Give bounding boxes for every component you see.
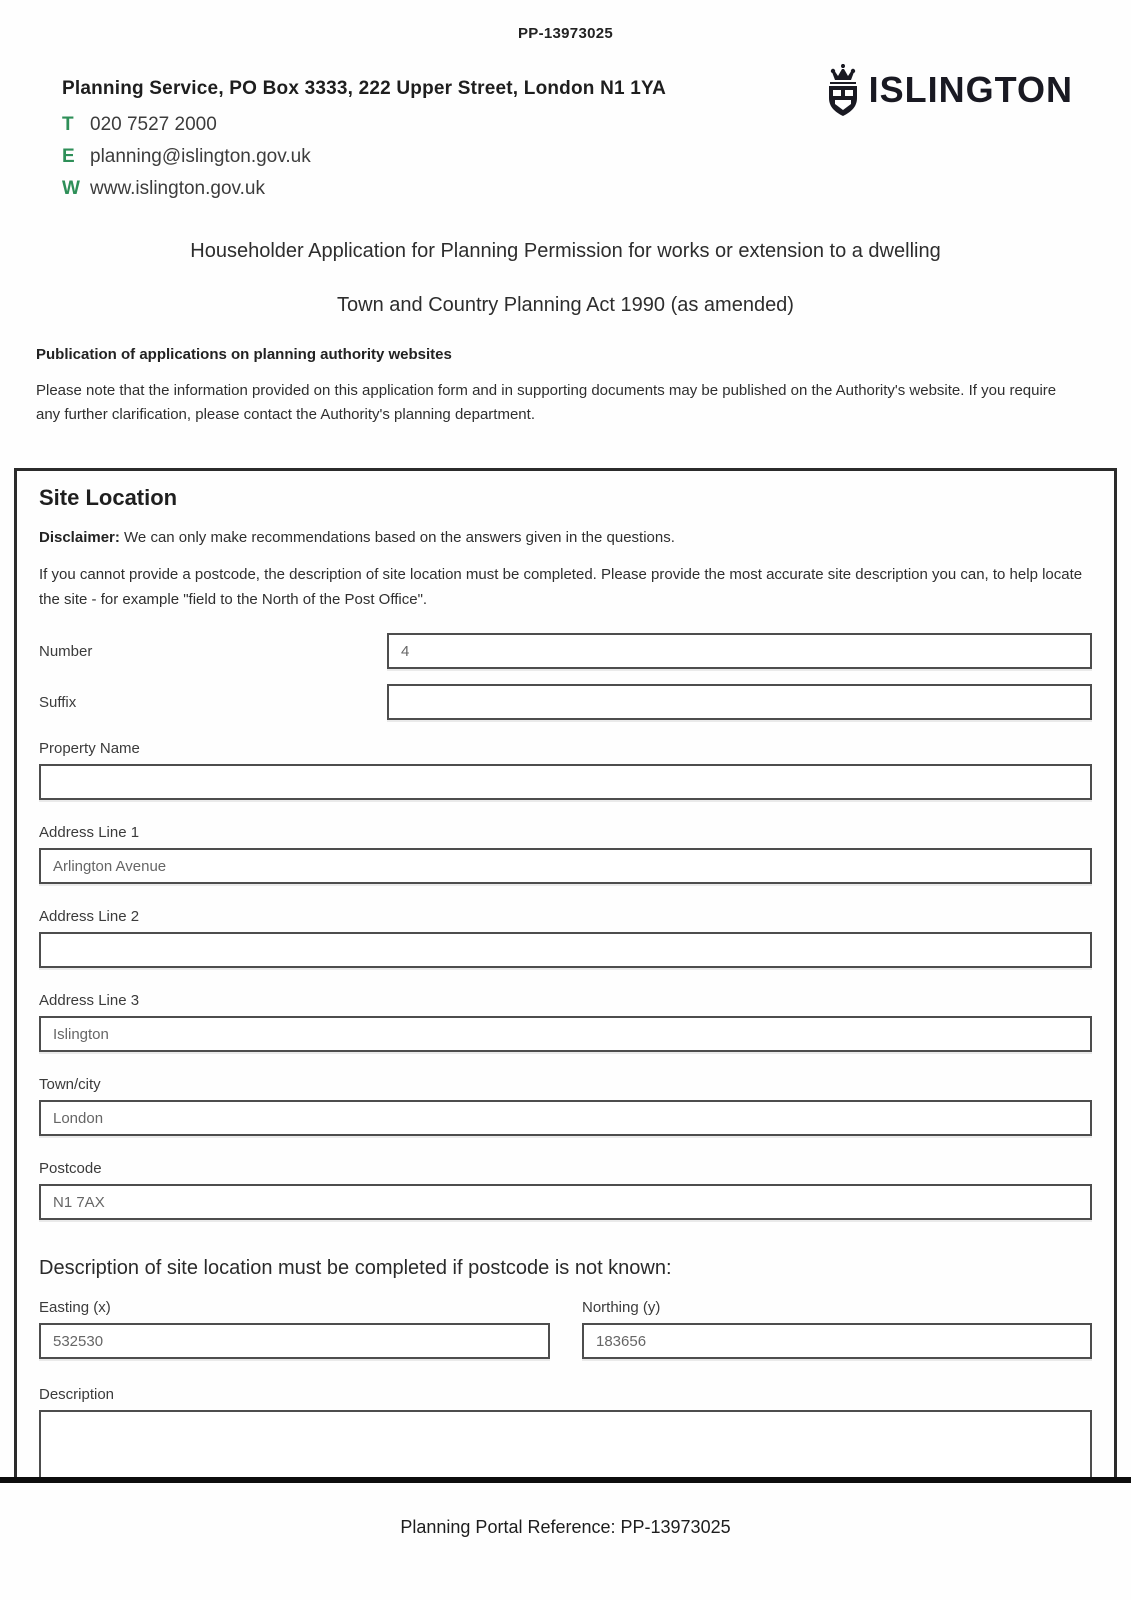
disclaimer-text — [39, 527, 1092, 549]
easting-label: Easting (x) — [39, 1299, 111, 1316]
field-suffix — [39, 684, 1092, 720]
site-location-intro: If you cannot provide a postcode, the description of site location must be completed. Please provide the most accurate site description you can, to help locate the site - for example "field to the North of the Post Office". — [39, 566, 1083, 608]
suffix-input[interactable] — [387, 684, 1092, 720]
field-easting — [39, 1298, 550, 1359]
islington-crest-icon — [826, 64, 860, 116]
address-line-2-label: Address Line 2 — [39, 908, 140, 925]
site-location-heading: Site Location — [39, 485, 178, 510]
website-url[interactable]: www.islington.gov.uk — [90, 178, 265, 199]
address-line-2-input[interactable] — [39, 932, 1092, 968]
islington-logo-text: ISLINGTON — [868, 69, 1073, 110]
postcode-input[interactable] — [39, 1184, 1092, 1220]
address-line-1-input[interactable] — [39, 848, 1092, 884]
planning-service-address: Planning Service, PO Box 3333, 222 Upper Street, London N1 1YA — [62, 78, 667, 99]
phone-icon: T — [62, 114, 74, 135]
number-label: Number — [39, 643, 93, 660]
northing-input[interactable] — [582, 1323, 1092, 1359]
field-northing — [582, 1298, 1092, 1359]
town-city-input[interactable] — [39, 1100, 1092, 1136]
field-address-line-1 — [39, 823, 1092, 884]
coordinates-row — [39, 1298, 1092, 1359]
letterhead-left — [62, 78, 666, 210]
address-line-3-label: Address Line 3 — [39, 992, 140, 1009]
contact-list — [62, 114, 666, 210]
field-town-city — [39, 1075, 1092, 1136]
property-name-label: Property Name — [39, 740, 140, 757]
letterhead — [62, 69, 1073, 210]
email-icon: E — [62, 146, 75, 167]
description-label: Description — [39, 1386, 115, 1403]
field-address-line-2 — [39, 907, 1092, 968]
easting-input[interactable] — [39, 1323, 550, 1359]
field-address-line-3 — [39, 991, 1092, 1052]
website-icon: W — [62, 178, 80, 199]
field-property-name — [39, 739, 1092, 800]
property-name-input[interactable] — [39, 764, 1092, 800]
postcode-label: Postcode — [39, 1160, 102, 1177]
application-reference: PP-13973025 — [517, 25, 614, 42]
northing-label: Northing (y) — [582, 1299, 661, 1316]
disclaimer-label: Disclaimer: — [39, 529, 120, 546]
suffix-label: Suffix — [39, 694, 77, 711]
page-break-rule — [0, 1477, 1131, 1483]
description-requirement-heading: Description of site location must be completed if postcode is not known: — [39, 1257, 672, 1279]
phone-number: 020 7527 2000 — [90, 114, 217, 135]
form-subtitle: Town and Country Planning Act 1990 (as amended) — [337, 294, 794, 316]
town-city-label: Town/city — [39, 1076, 101, 1093]
planning-portal-reference: Planning Portal Reference: PP-13973025 — [400, 1517, 731, 1537]
publication-heading: Publication of applications on planning authority websites — [36, 346, 452, 363]
site-location-section — [14, 468, 1117, 1477]
field-description — [39, 1385, 1092, 1477]
field-number — [39, 633, 1092, 669]
publication-note: Please note that the information provided on this application form and in supporting documents may be published on the Authority's website. If you require any further clarification, please contact the Authority's planning department. — [36, 382, 1057, 423]
form-title: Householder Application for Planning Permission for works or extension to a dwelling — [190, 240, 941, 262]
field-postcode — [39, 1159, 1092, 1220]
email-address[interactable]: planning@islington.gov.uk — [90, 146, 311, 167]
website-row — [62, 178, 666, 210]
disclaimer-body: We can only make recommendations based on the answers given in the questions. — [119, 529, 675, 546]
address-line-1-label: Address Line 1 — [39, 824, 140, 841]
address-line-3-input[interactable] — [39, 1016, 1092, 1052]
number-input[interactable] — [387, 633, 1092, 669]
islington-logo — [826, 64, 1073, 116]
phone-row — [62, 114, 666, 146]
email-row — [62, 146, 666, 178]
description-textarea[interactable] — [39, 1410, 1092, 1477]
